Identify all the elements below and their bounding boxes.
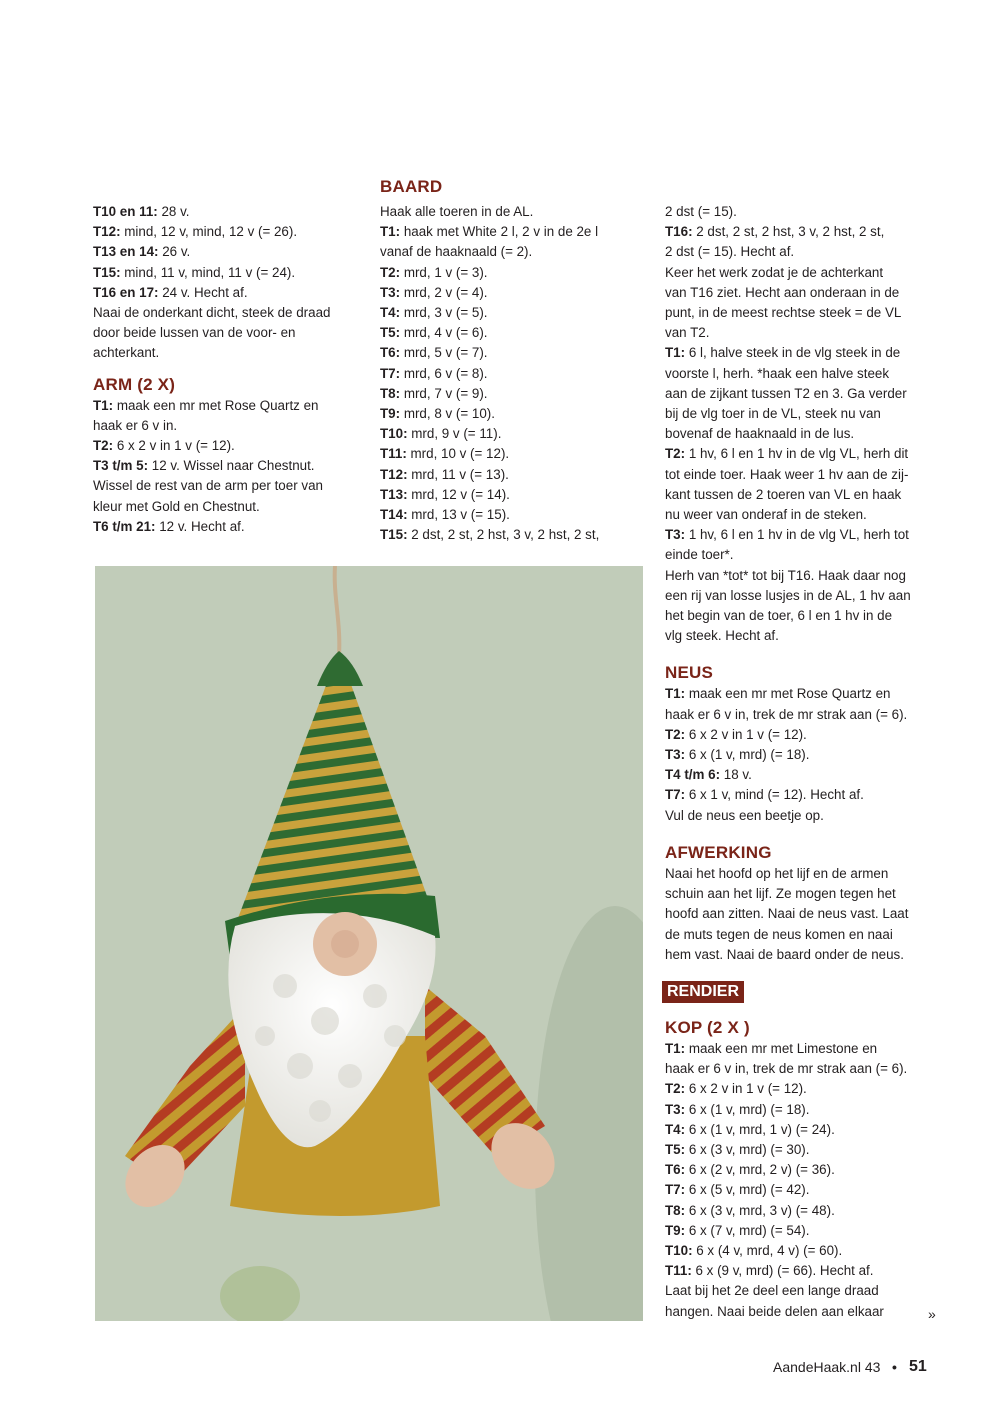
- text-line: [93, 242, 363, 262]
- row-text: mrd, 5 v (= 7).: [400, 345, 488, 361]
- text-line: [665, 222, 935, 242]
- text-line: [380, 323, 650, 343]
- text-line: [380, 283, 650, 303]
- row-text: 6 x (2 v, mrd, 2 v) (= 36).: [685, 1162, 835, 1178]
- row-text: einde toer*.: [665, 547, 734, 563]
- text-line: [665, 1221, 935, 1241]
- text-line: [380, 525, 650, 545]
- text-line: [665, 404, 935, 424]
- row-text: vlg steek. Hecht af.: [665, 628, 779, 644]
- row-text: schuin aan het lijf. Ze mogen tegen het: [665, 886, 896, 902]
- row-text: 6 l, halve steek in de vlg steek in de: [685, 345, 901, 361]
- row-text: punt, in de meest rechtse steek = de VL: [665, 305, 902, 321]
- text-line: [665, 1120, 935, 1140]
- row-label: T4:: [665, 1121, 686, 1137]
- col3-lines4: [665, 1039, 935, 1322]
- text-line: [665, 545, 935, 565]
- row-text: mrd, 13 v (= 15).: [407, 507, 510, 523]
- row-text: maak een mr met Rose Quartz en: [113, 397, 319, 413]
- row-text: hem vast. Naai de baard onder de neus.: [665, 946, 904, 962]
- row-label: T7:: [665, 787, 686, 803]
- row-text: kleur met Gold en Chestnut.: [93, 498, 260, 514]
- row-text: 24 v. Hecht af.: [158, 284, 248, 300]
- row-text: haak met White 2 l, 2 v in de 2e l: [400, 224, 599, 240]
- row-label: T12:: [380, 466, 408, 482]
- row-text: 6 x 2 v in 1 v (= 12).: [113, 438, 235, 454]
- row-text: voorste l, herh. *haak een halve steek: [665, 365, 890, 381]
- row-label: T15:: [93, 264, 121, 280]
- col1-lines2: [93, 396, 363, 537]
- text-line: [93, 222, 363, 242]
- text-line: [93, 476, 363, 496]
- text-line: [665, 1302, 935, 1322]
- row-label: T4 t/m 6:: [665, 767, 721, 783]
- row-text: mrd, 12 v (= 14).: [407, 486, 510, 502]
- row-text: Vul de neus een beetje op.: [665, 807, 824, 823]
- kop-heading: KOP (2 X ): [665, 1017, 750, 1037]
- row-label: T13:: [380, 486, 408, 502]
- text-line: [665, 1241, 935, 1261]
- row-label: T8:: [380, 385, 401, 401]
- text-line: [665, 1079, 935, 1099]
- row-text: 6 x (5 v, mrd) (= 42).: [685, 1182, 810, 1198]
- afwerking-heading: AFWERKING: [665, 842, 772, 862]
- row-text: 28 v.: [157, 204, 190, 219]
- row-text: van T16 ziet. Hecht aan onderaan in de: [665, 284, 900, 300]
- row-label: T9:: [665, 1222, 686, 1238]
- row-text: 6 x 2 v in 1 v (= 12).: [685, 1081, 807, 1097]
- neus-heading: NEUS: [665, 663, 714, 683]
- row-text: mrd, 7 v (= 9).: [400, 385, 488, 401]
- text-line: [665, 566, 935, 586]
- col2-lines: [380, 202, 650, 545]
- text-line: [665, 303, 935, 323]
- arm-heading: ARM (2 X): [93, 374, 176, 394]
- row-text: mrd, 3 v (= 5).: [400, 305, 488, 321]
- row-label: T1:: [665, 686, 686, 702]
- row-text: 2 dst (= 15).: [665, 204, 737, 219]
- text-line: [380, 384, 650, 404]
- text-line: [665, 606, 935, 626]
- row-text: 6 x (1 v, mrd) (= 18).: [685, 747, 810, 763]
- row-text: Haak alle toeren in de AL.: [380, 204, 534, 219]
- footer-bullet: •: [892, 1359, 897, 1375]
- row-label: T2:: [665, 446, 686, 462]
- row-text: de muts tegen de neus komen en naai: [665, 926, 893, 942]
- text-line: [93, 396, 363, 416]
- text-line: [380, 404, 650, 424]
- row-text: door beide lussen van de voor- en: [93, 325, 296, 341]
- row-label: T1:: [93, 397, 114, 413]
- row-text: Laat bij het 2e deel een lange draad: [665, 1283, 879, 1299]
- text-line: [665, 465, 935, 485]
- row-label: T3 t/m 5:: [93, 458, 149, 474]
- text-line: [665, 242, 935, 262]
- row-text: nu weer van onderaf in de steken.: [665, 507, 867, 523]
- text-line: [665, 1140, 935, 1160]
- row-text: maak een mr met Limestone en: [685, 1040, 878, 1056]
- text-line: [380, 485, 650, 505]
- row-label: T3:: [665, 747, 686, 763]
- row-text: 26 v.: [158, 244, 191, 260]
- text-line: [665, 626, 935, 646]
- text-line: [665, 586, 935, 606]
- text-line: [665, 945, 935, 965]
- text-line: [93, 202, 363, 222]
- text-line: [665, 384, 935, 404]
- row-text: 6 x (1 v, mrd) (= 18).: [685, 1101, 810, 1117]
- text-line: [665, 765, 935, 785]
- col3-lines2: [665, 684, 935, 825]
- text-line: [380, 505, 650, 525]
- text-line: [93, 517, 363, 537]
- row-label: T12:: [93, 224, 121, 240]
- row-text: 6 x (3 v, mrd, 3 v) (= 48).: [685, 1202, 835, 1218]
- row-label: T7:: [380, 365, 401, 381]
- text-line: [380, 444, 650, 464]
- row-label: T10 en 11:: [93, 204, 158, 219]
- row-text: 6 x (7 v, mrd) (= 54).: [685, 1222, 810, 1238]
- row-text: 2 dst, 2 st, 2 hst, 3 v, 2 hst, 2 st,: [407, 527, 600, 543]
- text-line: [665, 884, 935, 904]
- text-line: [665, 1281, 935, 1301]
- text-line: [665, 323, 935, 343]
- text-line: [93, 323, 363, 343]
- row-text: Keer het werk zodat je de achterkant: [665, 264, 884, 280]
- text-line: [380, 364, 650, 384]
- row-label: T6:: [665, 1162, 686, 1178]
- row-text: mrd, 11 v (= 13).: [407, 466, 509, 482]
- row-label: T10:: [380, 426, 408, 442]
- row-text: mrd, 10 v (= 12).: [406, 446, 510, 462]
- row-label: T10:: [665, 1242, 693, 1258]
- row-text: aan de zijkant tussen T2 en 3. Ga verder: [665, 385, 907, 401]
- text-line: [665, 904, 935, 924]
- text-line: [93, 283, 363, 303]
- row-text: tot einde toer. Haak weer 1 hv aan de zij-: [665, 466, 909, 482]
- row-text: Naai de onderkant dicht, steek de draad: [93, 305, 331, 321]
- footer-site: AandeHaak.nl 43: [773, 1359, 881, 1375]
- row-label: T9:: [380, 406, 401, 422]
- row-text: het begin van de toer, 6 l en 1 hv in de: [665, 608, 893, 624]
- text-line: [665, 1160, 935, 1180]
- text-line: [665, 505, 935, 525]
- row-text: 6 x (3 v, mrd) (= 30).: [685, 1141, 810, 1157]
- row-text: mind, 11 v, mind, 11 v (= 24).: [120, 264, 296, 280]
- rendier-badge: RENDIER: [662, 981, 744, 1003]
- row-text: 12 v. Hecht af.: [155, 518, 245, 534]
- row-text: maak een mr met Rose Quartz en: [685, 686, 891, 702]
- text-line: [380, 222, 650, 242]
- text-line: [665, 745, 935, 765]
- row-label: T6:: [380, 345, 401, 361]
- text-line: [665, 785, 935, 805]
- row-text: 6 x (9 v, mrd) (= 66). Hecht af.: [691, 1263, 874, 1279]
- column-1: [93, 202, 363, 537]
- row-label: T13 en 14:: [93, 244, 159, 260]
- text-line: [665, 343, 935, 363]
- row-text: mrd, 4 v (= 6).: [400, 325, 488, 341]
- row-label: T2:: [665, 726, 686, 742]
- text-line: [665, 925, 935, 945]
- text-line: [93, 303, 363, 323]
- text-line: [93, 497, 363, 517]
- row-text: vanaf de haaknaald (= 2).: [380, 244, 533, 260]
- col1-lines1: [93, 202, 363, 364]
- text-line: [665, 1201, 935, 1221]
- text-line: [93, 263, 363, 283]
- text-line: [93, 343, 363, 363]
- row-label: T8:: [665, 1202, 686, 1218]
- row-text: bij de vlg toer in de VL, steek nu van: [665, 406, 881, 422]
- row-text: hangen. Naai beide delen aan elkaar: [665, 1303, 884, 1319]
- row-label: T3:: [380, 284, 401, 300]
- row-label: T1:: [665, 1040, 686, 1056]
- text-line: [93, 436, 363, 456]
- continue-arrow: »: [928, 1306, 936, 1322]
- gnome-illustration: [95, 566, 643, 1321]
- text-line: [665, 1261, 935, 1281]
- text-line: [380, 202, 650, 222]
- row-label: T3:: [665, 1101, 686, 1117]
- row-label: T2:: [93, 438, 114, 454]
- column-2: [380, 176, 650, 545]
- col3-lines3: [665, 864, 935, 965]
- row-text: kant tussen de 2 toeren van VL en haak: [665, 486, 902, 502]
- row-text: haak er 6 v in, trek de mr strak aan (= 6).: [665, 706, 908, 722]
- text-line: [665, 725, 935, 745]
- row-label: T11:: [665, 1263, 692, 1279]
- text-line: [665, 684, 935, 704]
- text-line: [665, 806, 935, 826]
- row-text: 1 hv, 6 l en 1 hv in de vlg VL, herh dit: [685, 446, 909, 462]
- row-label: T4:: [380, 305, 401, 321]
- row-label: T2:: [380, 264, 401, 280]
- row-text: 2 dst (= 15). Hecht af.: [665, 244, 795, 260]
- col3-lines1: [665, 202, 935, 646]
- text-line: [380, 343, 650, 363]
- row-text: mind, 12 v, mind, 12 v (= 26).: [120, 224, 298, 240]
- row-text: hoofd aan zitten. Naai de neus vast. Laat: [665, 906, 909, 922]
- text-line: [380, 424, 650, 444]
- row-label: T16:: [665, 224, 693, 240]
- text-line: [665, 263, 935, 283]
- text-line: [665, 283, 935, 303]
- text-line: [380, 303, 650, 323]
- row-text: haak er 6 v in.: [93, 417, 178, 433]
- row-text: 6 x 1 v, mind (= 12). Hecht af.: [685, 787, 864, 803]
- text-line: [665, 705, 935, 725]
- text-line: [665, 864, 935, 884]
- text-line: [380, 465, 650, 485]
- gnome-photo: [95, 566, 643, 1321]
- row-text: 6 x (1 v, mrd, 1 v) (= 24).: [685, 1121, 835, 1137]
- row-text: mrd, 6 v (= 8).: [400, 365, 488, 381]
- row-text: 18 v.: [720, 767, 752, 783]
- row-label: T11:: [380, 446, 407, 462]
- row-text: mrd, 2 v (= 4).: [400, 284, 488, 300]
- row-label: T5:: [380, 325, 401, 341]
- row-text: haak er 6 v in, trek de mr strak aan (= 6).: [665, 1061, 908, 1077]
- row-text: 12 v. Wissel naar Chestnut.: [148, 458, 315, 474]
- text-line: [665, 1039, 935, 1059]
- row-text: 6 x (4 v, mrd, 4 v) (= 60).: [692, 1242, 843, 1258]
- text-line: [665, 485, 935, 505]
- row-text: mrd, 1 v (= 3).: [400, 264, 488, 280]
- row-text: mrd, 8 v (= 10).: [400, 406, 495, 422]
- row-text: Wissel de rest van de arm per toer van: [93, 478, 323, 494]
- row-text: 2 dst, 2 st, 2 hst, 3 v, 2 hst, 2 st,: [692, 224, 885, 240]
- row-text: mrd, 9 v (= 11).: [407, 426, 502, 442]
- text-line: [665, 1059, 935, 1079]
- text-line: [665, 525, 935, 545]
- row-label: T14:: [380, 507, 408, 523]
- text-line: [93, 456, 363, 476]
- row-text: Herh van *tot* tot bij T16. Haak daar nog: [665, 567, 906, 583]
- text-line: [380, 242, 650, 262]
- row-label: T16 en 17:: [93, 284, 159, 300]
- row-label: T6 t/m 21:: [93, 518, 156, 534]
- text-line: [665, 202, 935, 222]
- row-label: T2:: [665, 1081, 686, 1097]
- row-text: bovenaf de haaknaald in de lus.: [665, 426, 855, 442]
- text-line: [665, 444, 935, 464]
- row-text: 1 hv, 6 l en 1 hv in de vlg VL, herh tot: [685, 527, 909, 543]
- text-line: [665, 424, 935, 444]
- text-line: [380, 263, 650, 283]
- row-label: T1:: [380, 224, 401, 240]
- row-text: 6 x 2 v in 1 v (= 12).: [685, 726, 807, 742]
- row-label: T5:: [665, 1141, 686, 1157]
- row-label: T3:: [665, 527, 686, 543]
- column-3: [665, 202, 935, 1322]
- baard-heading: BAARD: [380, 177, 443, 196]
- text-line: [665, 1180, 935, 1200]
- page-number: 51: [909, 1358, 927, 1375]
- text-line: [93, 416, 363, 436]
- row-label: T7:: [665, 1182, 686, 1198]
- row-text: achterkant.: [93, 345, 160, 361]
- row-text: van T2.: [665, 325, 710, 341]
- row-text: Naai het hoofd op het lijf en de armen: [665, 865, 889, 881]
- text-line: [665, 364, 935, 384]
- row-label: T15:: [380, 527, 408, 543]
- row-text: een rij van losse lusjes in de AL, 1 hv aan: [665, 587, 911, 603]
- row-label: T1:: [665, 345, 686, 361]
- text-line: [665, 1100, 935, 1120]
